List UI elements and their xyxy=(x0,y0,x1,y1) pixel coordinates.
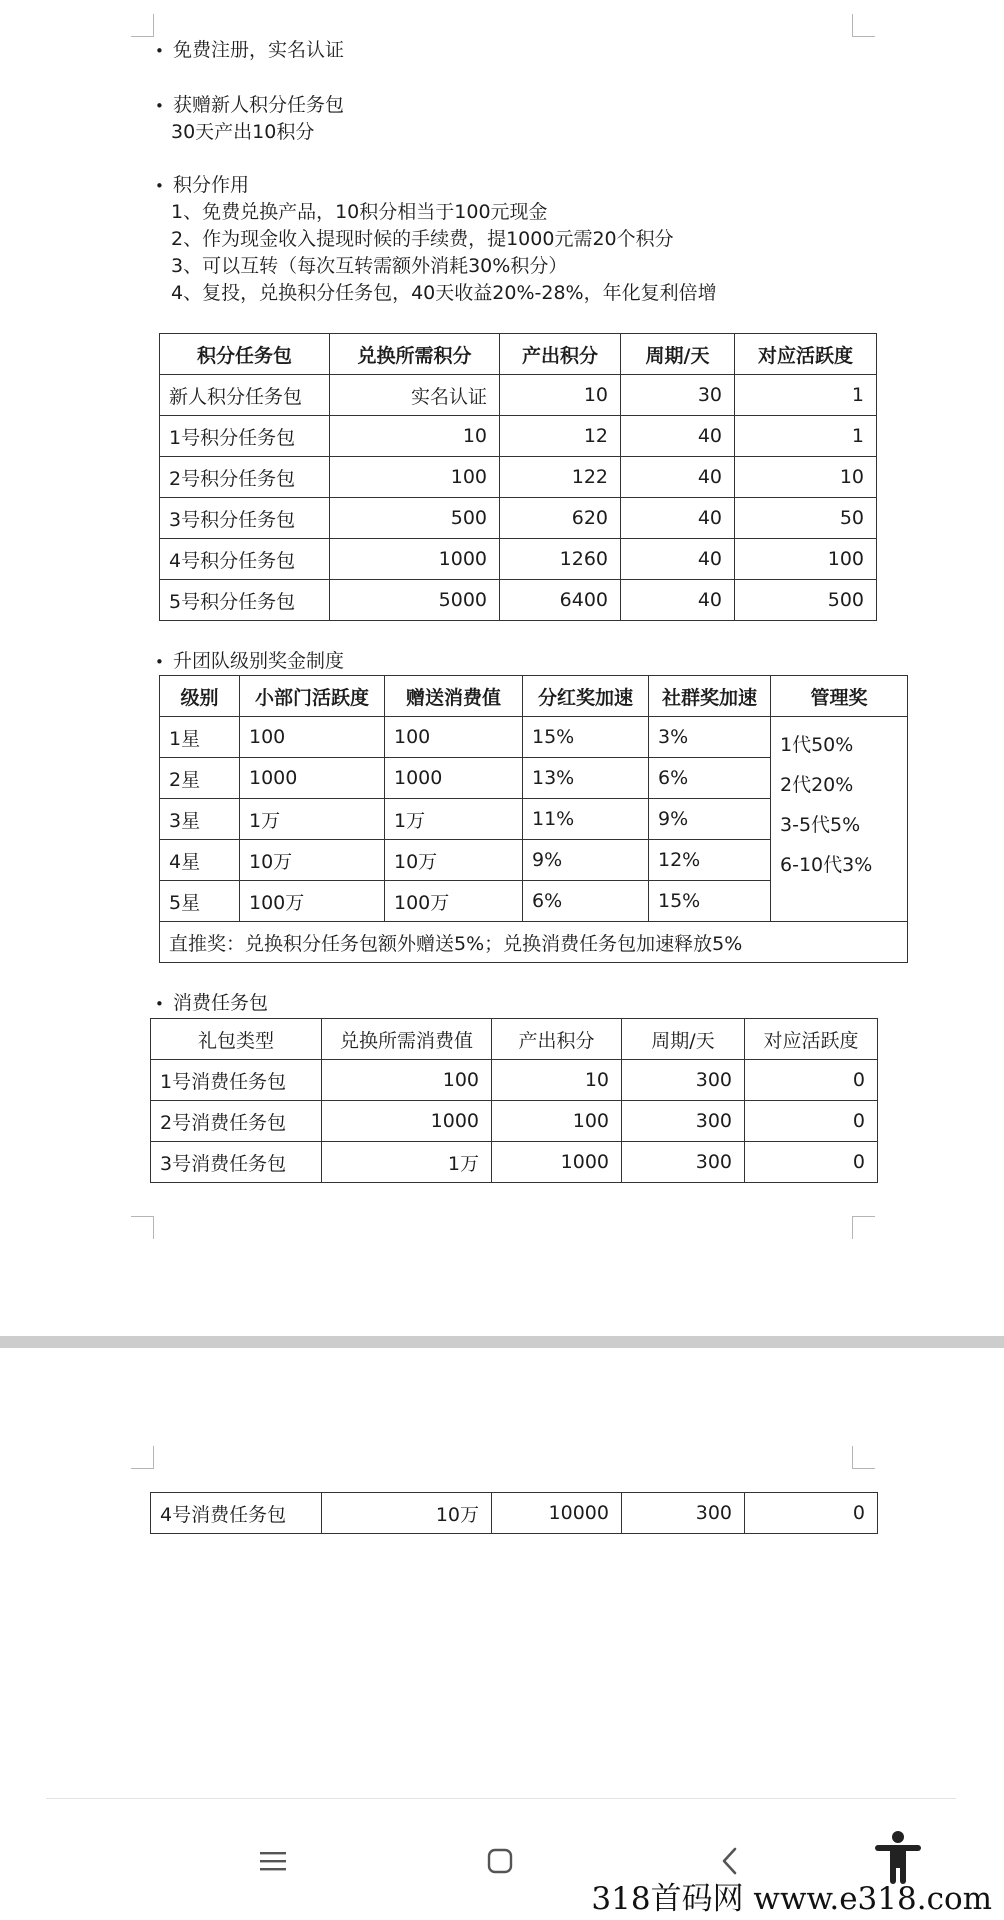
table-cell: 3号积分任务包 xyxy=(160,498,330,539)
column-header: 级别 xyxy=(160,676,240,717)
table-cell: 2星 xyxy=(160,758,240,799)
table-cell: 30 xyxy=(621,375,735,416)
menu-icon xyxy=(258,1849,288,1873)
table-cell: 2号消费任务包 xyxy=(151,1101,322,1142)
usage-point: 1、免费兑换产品，10积分相当于100元现金 xyxy=(171,201,548,223)
table-cell: 1260 xyxy=(500,539,621,580)
table-cell: 6% xyxy=(649,758,771,799)
table-cell: 9% xyxy=(523,840,649,881)
table-cell: 6% xyxy=(523,881,649,922)
bullet-register-text: 免费注册，实名认证 xyxy=(173,39,345,61)
table-cell: 1万 xyxy=(385,799,523,840)
consumption-package-table-continued xyxy=(150,1492,878,1534)
table-cell: 100 xyxy=(735,539,877,580)
table-header-row xyxy=(160,334,877,375)
table-cell: 10 xyxy=(500,375,621,416)
column-header: 兑换所需消费值 xyxy=(322,1019,492,1060)
page-corner-mark xyxy=(131,1216,154,1239)
bullet-gift-sub: 30天产出10积分 xyxy=(171,121,315,143)
table-cell: 10万 xyxy=(322,1493,492,1534)
table-cell: 300 xyxy=(622,1101,745,1142)
table-cell: 100 xyxy=(240,717,385,758)
column-header: 周期/天 xyxy=(621,334,735,375)
table-cell: 100 xyxy=(492,1101,622,1142)
table-header-row xyxy=(151,1019,878,1060)
table-cell: 新人积分任务包 xyxy=(160,375,330,416)
table-cell: 40 xyxy=(621,457,735,498)
back-icon xyxy=(720,1846,740,1876)
table-row xyxy=(160,457,877,498)
management-bonus-item: 2代20% xyxy=(780,774,854,796)
usage-point: 2、作为现金收入提现时候的手续费，提1000元需20个积分 xyxy=(171,228,674,250)
table-row xyxy=(151,1493,878,1534)
table-cell: 0 xyxy=(745,1493,878,1534)
table-cell: 1000 xyxy=(385,758,523,799)
table-cell: 300 xyxy=(622,1493,745,1534)
management-bonus-item: 3-5代5% xyxy=(780,814,861,836)
direct-referral-note: 直推奖：兑换积分任务包额外赠送5%；兑换消费任务包加速释放5% xyxy=(160,922,908,963)
table-cell: 1 xyxy=(735,375,877,416)
usage-point: 3、可以互转（每次互转需额外消耗30%积分） xyxy=(171,255,568,277)
table-cell: 0 xyxy=(745,1101,878,1142)
table-cell: 1000 xyxy=(492,1142,622,1183)
bullet-points-usage-text: 积分作用 xyxy=(173,174,250,196)
page-corner-mark xyxy=(852,1216,875,1239)
column-header: 对应活跃度 xyxy=(735,334,877,375)
column-header: 产出积分 xyxy=(500,334,621,375)
table-row xyxy=(160,498,877,539)
table-cell: 13% xyxy=(523,758,649,799)
bullet-register: • 免费注册，实名认证 xyxy=(155,39,345,61)
table-cell: 5号积分任务包 xyxy=(160,580,330,621)
table-cell: 100万 xyxy=(240,881,385,922)
section-team-bonus-title: 升团队级别奖金制度 xyxy=(173,650,345,672)
table-cell: 1万 xyxy=(240,799,385,840)
table-cell: 300 xyxy=(622,1142,745,1183)
table-cell: 10 xyxy=(735,457,877,498)
section-team-bonus: • 升团队级别奖金制度 xyxy=(155,650,345,672)
table-cell: 实名认证 xyxy=(330,375,500,416)
table-cell: 1号消费任务包 xyxy=(151,1060,322,1101)
table-cell: 10000 xyxy=(492,1493,622,1534)
management-bonus-cell xyxy=(771,717,908,922)
page-corner-mark xyxy=(852,1446,875,1469)
table-cell: 1号积分任务包 xyxy=(160,416,330,457)
table-cell: 1000 xyxy=(330,539,500,580)
table-cell: 3号消费任务包 xyxy=(151,1142,322,1183)
table-cell: 15% xyxy=(523,717,649,758)
table-row xyxy=(151,1101,878,1142)
table-cell: 100 xyxy=(330,457,500,498)
section-consumption: • 消费任务包 xyxy=(155,992,269,1014)
table-cell: 1万 xyxy=(322,1142,492,1183)
column-header: 管理奖 xyxy=(771,676,908,717)
table-cell: 5000 xyxy=(330,580,500,621)
section-consumption-title: 消费任务包 xyxy=(173,992,269,1014)
table-cell: 40 xyxy=(621,498,735,539)
table-cell: 500 xyxy=(330,498,500,539)
table-row xyxy=(151,1142,878,1183)
column-header: 兑换所需积分 xyxy=(330,334,500,375)
points-package-table xyxy=(159,333,877,621)
page-corner-mark xyxy=(131,1446,154,1469)
consumption-package-table xyxy=(150,1018,878,1183)
column-header: 对应活跃度 xyxy=(745,1019,878,1060)
column-header: 分红奖加速 xyxy=(523,676,649,717)
column-header: 礼包类型 xyxy=(151,1019,322,1060)
page-corner-mark xyxy=(852,14,875,37)
table-cell: 10万 xyxy=(240,840,385,881)
column-header: 赠送消费值 xyxy=(385,676,523,717)
table-row xyxy=(160,717,908,758)
bullet-points-usage: • 积分作用 xyxy=(155,174,250,196)
bullet-gift-text: 获赠新人积分任务包 xyxy=(173,94,345,116)
table-cell: 620 xyxy=(500,498,621,539)
home-icon xyxy=(486,1847,514,1875)
table-cell: 10 xyxy=(492,1060,622,1101)
page-separator xyxy=(0,1336,1004,1348)
table-row xyxy=(160,375,877,416)
table-cell: 0 xyxy=(745,1060,878,1101)
table-row xyxy=(160,580,877,621)
management-bonus-item: 6-10代3% xyxy=(780,854,873,876)
table-cell: 3% xyxy=(649,717,771,758)
usage-point: 4、复投，兑换积分任务包，40天收益20%-28%，年化复利倍增 xyxy=(171,282,717,304)
table-cell: 0 xyxy=(745,1142,878,1183)
table-cell: 15% xyxy=(649,881,771,922)
table-cell: 5星 xyxy=(160,881,240,922)
bullet-gift: • 获赠新人积分任务包 xyxy=(155,94,345,116)
table-cell: 9% xyxy=(649,799,771,840)
page-corner-mark xyxy=(131,14,154,37)
table-note-row xyxy=(160,922,908,963)
table-cell: 1星 xyxy=(160,717,240,758)
site-watermark: 318首码网 www.e318.com xyxy=(591,1881,992,1917)
table-cell: 1000 xyxy=(322,1101,492,1142)
table-cell: 1000 xyxy=(240,758,385,799)
team-bonus-table xyxy=(159,675,908,963)
menu-button[interactable] xyxy=(253,1836,293,1886)
table-cell: 12% xyxy=(649,840,771,881)
column-header: 社群奖加速 xyxy=(649,676,771,717)
table-cell: 6400 xyxy=(500,580,621,621)
table-cell: 40 xyxy=(621,416,735,457)
table-cell: 10 xyxy=(330,416,500,457)
table-row xyxy=(160,539,877,580)
table-cell: 12 xyxy=(500,416,621,457)
table-cell: 11% xyxy=(523,799,649,840)
table-cell: 3星 xyxy=(160,799,240,840)
table-cell: 100 xyxy=(385,717,523,758)
column-header: 产出积分 xyxy=(492,1019,622,1060)
table-cell: 1 xyxy=(735,416,877,457)
table-cell: 4号消费任务包 xyxy=(151,1493,322,1534)
table-cell: 2号积分任务包 xyxy=(160,457,330,498)
management-bonus-item: 1代50% xyxy=(780,734,854,756)
column-header: 周期/天 xyxy=(622,1019,745,1060)
table-cell: 100万 xyxy=(385,881,523,922)
table-row xyxy=(151,1060,878,1101)
table-cell: 40 xyxy=(621,580,735,621)
column-header: 小部门活跃度 xyxy=(240,676,385,717)
table-cell: 300 xyxy=(622,1060,745,1101)
table-cell: 10万 xyxy=(385,840,523,881)
table-header-row xyxy=(160,676,908,717)
table-cell: 40 xyxy=(621,539,735,580)
table-cell: 100 xyxy=(322,1060,492,1101)
table-cell: 50 xyxy=(735,498,877,539)
table-cell: 500 xyxy=(735,580,877,621)
nav-divider xyxy=(46,1798,956,1799)
table-cell: 122 xyxy=(500,457,621,498)
table-cell: 4号积分任务包 xyxy=(160,539,330,580)
table-row xyxy=(160,416,877,457)
table-cell: 4星 xyxy=(160,840,240,881)
home-button[interactable] xyxy=(480,1836,520,1886)
column-header: 积分任务包 xyxy=(160,334,330,375)
